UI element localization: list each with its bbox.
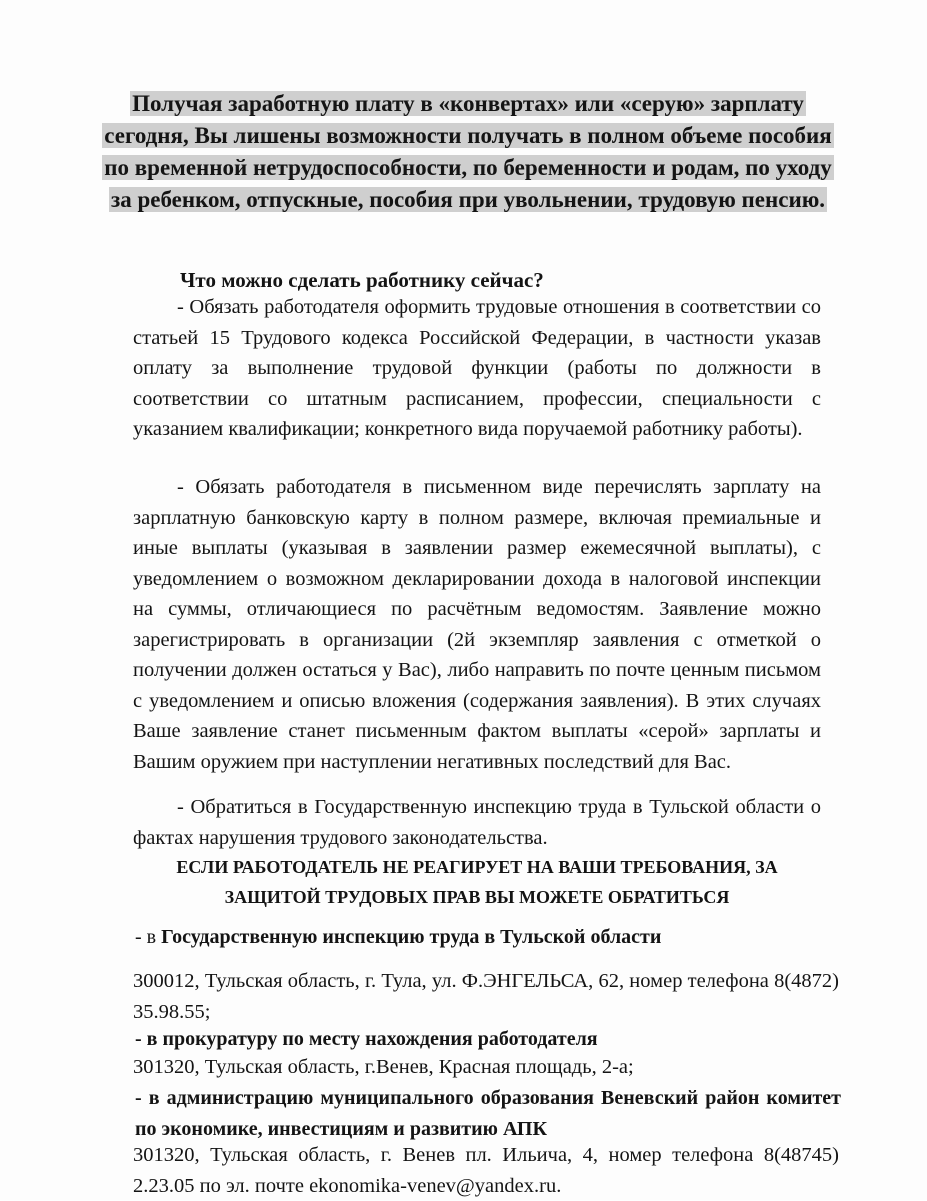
contact-2-text: 301320, Тульская область, г.Венев, Красная площадь, 2-а; [133,1056,634,1078]
paragraph-1: - Обязать работодателя оформить трудовые отношения в соответствии со статьей 15 Трудового кодекса Российской Федерации, в частности указав оплату за выполнение трудовой функции (работы по должности в соответствии со штатным расписанием, профессии, специальности с указанием квалификации; конкретного вида поручаемой работнику работы). [133,296,821,440]
headline-text: Получая заработную плату в «конвертах» или «серую» зарплату сегодня, Вы лишены возможности получать в полном объеме пособия по временной нетрудоспособности, по беременности и родам, по уходу за ребенком, отпускные, пособия при увольнении, трудовую пенсию. [104,91,832,212]
contact-3-text [133,1140,839,1201]
contact-3-heading: - в администрацию муниципального образования Веневский район комитет по экономике, инвестициям и развитию АПК [135,1087,841,1140]
contact-1-prefix: - в [135,926,162,948]
notice-heading [133,852,821,912]
contact-2-heading: - в прокуратуру по месту нахождения работодателя [135,1028,598,1050]
contact-1-heading-bold: Государственную инспекцию труда в Тульской области [161,926,662,948]
contact-1-text: 300012, Тульская область, г. Тула, ул. Ф.ЭНГЕЛЬСА, 62, номер телефона 8(4872) 35.98.55; [133,970,839,1023]
paragraph-3: - Обратиться в Государственную инспекцию труда в Тульской области о фактах нарушения трудового законодательства. [133,796,821,849]
paragraph-2: - Обязать работодателя в письменном виде перечислять зарплату на зарплатную банковскую карту в полном размере, включая премиальные и иные выплаты (указывая в заявлении размер ежемесячной выплаты), с уведомлением о возможном декларировании дохода в налоговой инспекции на суммы, отличающиеся по расчётным ведомостям. Заявление можно зарегистрировать в организации (2й экземпляр заявления с отметкой о получении должен остаться у Вас), либо направить по почте ценным письмом с уведомлением и описью вложения (содержания заявления). В этих случаях Ваше заявление станет письменным фактом выплаты «серой» зарплаты и Вашим оружием при наступлении негативных последствий для Вас. [133,476,821,773]
question-heading: Что можно сделать работнику сейчас? [180,268,544,292]
notice-line-1: ЕСЛИ РАБОТОДАТЕЛЬ НЕ РЕАГИРУЕТ НА ВАШИ ТРЕБОВАНИЯ, ЗА [176,857,778,877]
contact-1-heading [135,922,835,952]
contact-3-address: 301320, Тульская область, г. Венев пл. Ильича, 4, номер телефона 8(48745) 2.23.05 по эл. почте [133,1144,839,1197]
notice-line-2: ЗАЩИТОЙ ТРУДОВЫХ ПРАВ ВЫ МОЖЕТЕ ОБРАТИТЬСЯ [224,887,730,907]
headline [92,88,844,216]
contact-3-email[interactable]: ekonomika-venev@yandex.ru. [309,1174,562,1197]
